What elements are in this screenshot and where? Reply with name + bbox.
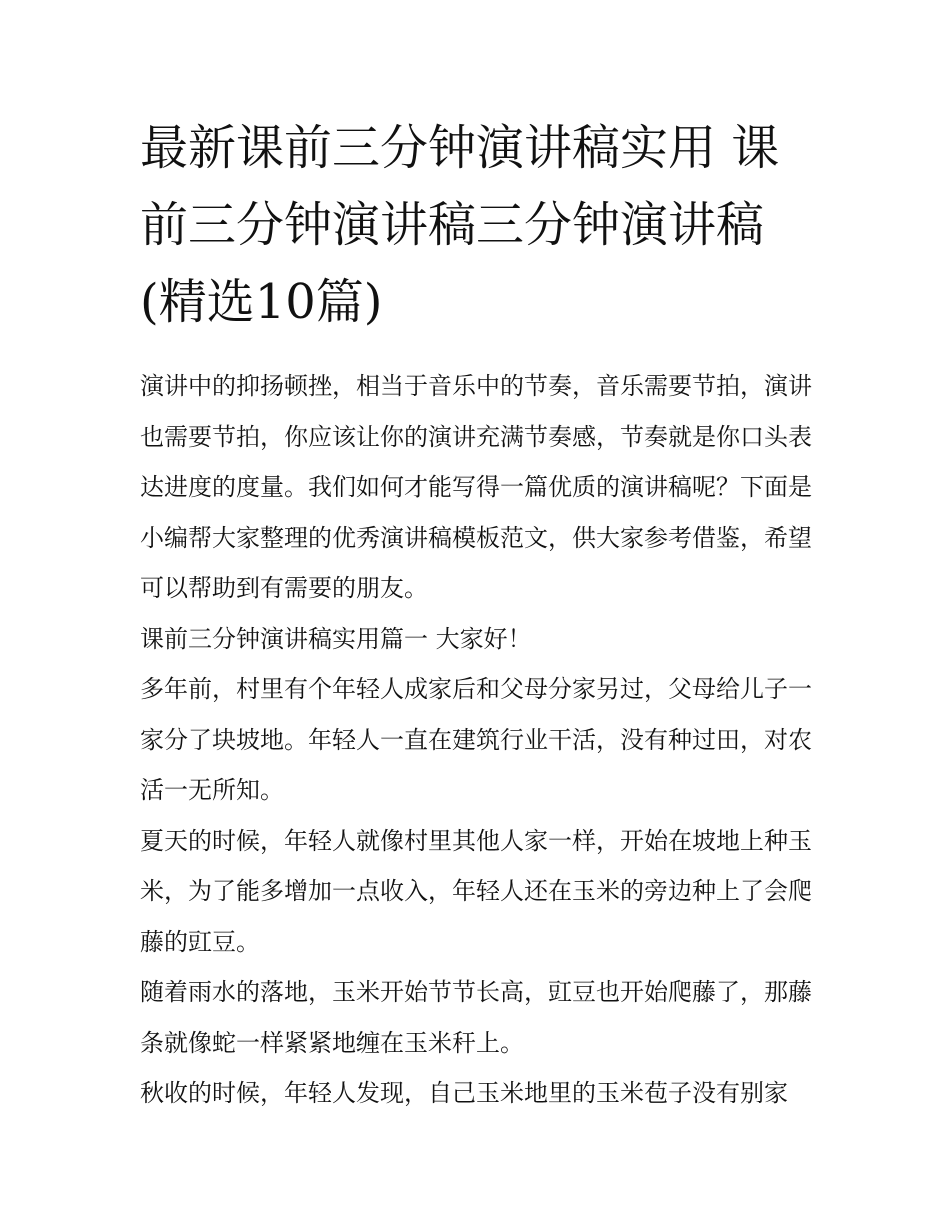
paragraph-story-1: 多年前，村里有个年轻人成家后和父母分家另过，父母给儿子一家分了块坡地。年轻人一直在建筑行业干活，没有种过田，对农活一无所知。 <box>140 675 812 804</box>
paragraph-section-heading: 课前三分钟演讲稿实用篇一 大家好！ <box>140 624 532 653</box>
paragraph-story-2: 夏天的时候，年轻人就像村里其他人家一样，开始在坡地上种玉米，为了能多增加一点收入，年轻人还在玉米的旁边种上了会爬藤的豇豆。 <box>140 826 812 956</box>
paragraph-story-3: 随着雨水的落地，玉米开始节节长高，豇豆也开始爬藤了，那藤条就像蛇一样紧紧地缠在玉米秆上。 <box>140 978 812 1057</box>
paragraph-story-4: 秋收的时候，年轻人发现，自己玉米地里的玉米苞子没有别家 <box>140 1079 788 1107</box>
document-title: 最新课前三分钟演讲稿实用 课前三分钟演讲稿三分钟演讲稿(精选10篇) <box>140 120 780 330</box>
paragraph-intro: 演讲中的抑扬顿挫，相当于音乐中的节奏，音乐需要节拍，演讲也需要节拍，你应该让你的演讲充满节奏感，节奏就是你口头表达进度的度量。我们如何才能写得一篇优质的演讲稿呢？下面是小编帮大家整理的优秀演讲稿模板范文，供大家参考借鉴，希望可以帮助到有需要的朋友。 <box>140 372 812 602</box>
document-page <box>140 110 812 1119</box>
